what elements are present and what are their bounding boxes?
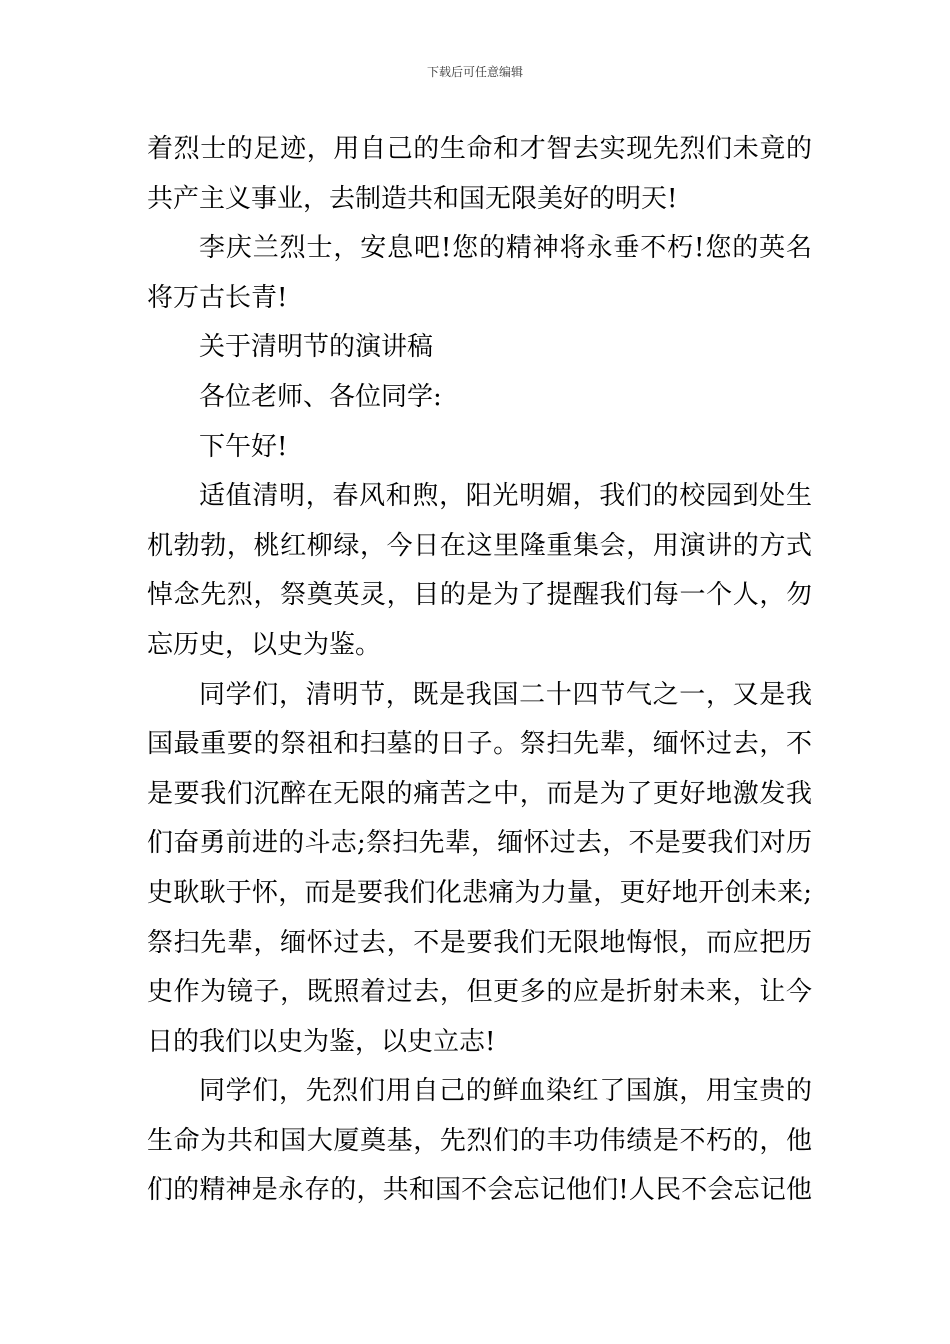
text-line: 关于清明节的演讲稿 [199,332,434,363]
text-line: 忘历史，以史为鉴。 [147,629,382,660]
text-line: 李庆兰烈士，安息吧!您的精神将永垂不朽!您的英名 [199,233,812,264]
text-line: 史耿耿于怀，而是要我们化悲痛为力量，更好地开创未来; [147,877,812,908]
text-line: 机勃勃，桃红柳绿，今日在这里隆重集会，用演讲的方式 [147,530,812,561]
text-line: 将万古长青! [147,282,288,313]
text-line: 悼念先烈，祭奠英灵，目的是为了提醒我们每一个人，勿 [147,580,812,611]
text-line: 日的我们以史为鉴，以史立志! [147,1026,496,1057]
text-line: 是要我们沉醉在无限的痛苦之中，而是为了更好地激发我 [147,778,812,809]
text-line: 祭扫先辈，缅怀过去，不是要我们无限地悔恨，而应把历 [147,927,812,958]
text-line: 国最重要的祭祖和扫墓的日子。祭扫先辈，缅怀过去，不 [147,729,812,760]
text-line: 生命为共和国大厦奠基，先烈们的丰功伟绩是不朽的，他 [147,1125,812,1156]
text-line: 各位老师、各位同学: [199,381,442,412]
text-line: 着烈士的足迹，用自己的生命和才智去实现先烈们未竟的 [147,134,812,164]
page-header: 下载后可任意编辑 [426,65,523,79]
text-line: 同学们，清明节，既是我国二十四节气之一，又是我 [199,679,812,710]
text-line: 同学们，先烈们用自己的鲜血染红了国旗，用宝贵的 [199,1076,812,1107]
document-body [147,125,812,1216]
text-line: 适值清明，春风和煦，阳光明媚，我们的校园到处生 [199,481,812,512]
text-line: 下午好! [199,431,288,462]
text-line: 们奋勇前进的斗志;祭扫先辈，缅怀过去，不是要我们对历 [147,828,812,859]
text-line: 史作为镜子，既照着过去，但更多的应是折射未来，让今 [147,977,812,1008]
text-line: 们的精神是永存的，共和国不会忘记他们!人民不会忘记他 [147,1175,812,1206]
text-line: 共产主义事业，去制造共和国无限美好的明天! [147,183,678,214]
